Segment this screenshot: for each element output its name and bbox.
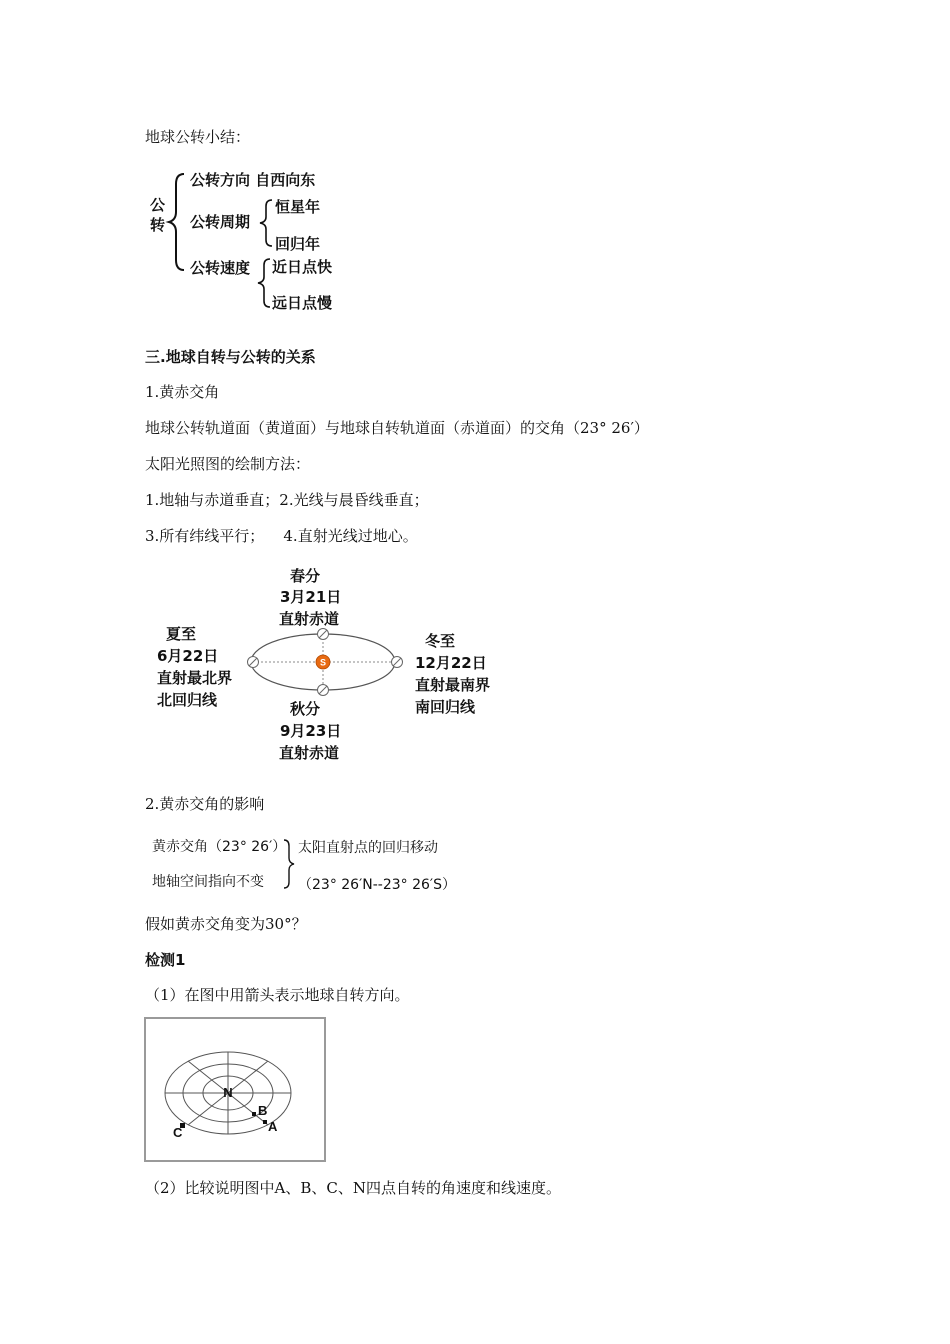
- point-c-label: C: [173, 1125, 183, 1140]
- summary-period-brace: [258, 198, 274, 248]
- section3-method-title: 太阳光照图的绘制方法：: [145, 455, 311, 473]
- section3-definition: 地球公转轨道面（黄道面）与地球自转轨道面（赤道面）的交角（23° 26′）: [145, 419, 649, 437]
- orbit-spring-1: 春分: [290, 567, 321, 585]
- summary-intro: 地球公转小结：: [145, 128, 251, 146]
- influence-left-1: 黄赤交角（23° 26′）: [152, 839, 287, 855]
- point-a-label: A: [268, 1119, 278, 1134]
- orbit-winter-1: 冬至: [425, 632, 456, 650]
- summary-direction-value: 自西向东: [255, 171, 316, 189]
- orbit-summer-4: 北回归线: [157, 691, 218, 709]
- earth-summer-icon: [248, 657, 259, 668]
- summary-direction: [190, 170, 315, 190]
- test-question-2: （2）比较说明图中A、B、C、N四点自转的角速度和线速度。: [145, 1179, 562, 1197]
- orbit-autumn-2: 9月23日: [280, 722, 342, 740]
- test-question-1: （1）在图中用箭头表示地球自转方向。: [145, 986, 410, 1004]
- orbit-spring-3: 直射赤道: [279, 610, 340, 628]
- summary-speed-item-1: 近日点快: [272, 258, 333, 276]
- point-b-label: B: [258, 1103, 268, 1118]
- summary-period-label: 公转周期: [190, 213, 251, 231]
- summary-period-item-1: 恒星年: [275, 198, 321, 216]
- point-b-marker: [252, 1112, 256, 1116]
- summary-period-item-2: 回归年: [275, 235, 321, 253]
- summary-speed-item-2: 远日点慢: [272, 294, 333, 312]
- point-n-label: N: [223, 1085, 233, 1100]
- summary-speed-brace: [256, 257, 272, 309]
- orbit-winter-4: 南回归线: [415, 698, 476, 716]
- orbit-autumn-3: 直射赤道: [279, 744, 340, 762]
- influence-question: 假如黄赤交角变为30°？: [145, 915, 307, 933]
- section3-title: 三.地球自转与公转的关系: [145, 348, 316, 366]
- influence-right-2: （23° 26′N--23° 26′S）: [298, 877, 456, 893]
- influence-brace: [282, 838, 296, 890]
- summary-main-brace: [166, 172, 186, 272]
- section3-sub1: 1.黄赤交角: [145, 383, 220, 401]
- summary-root-label: 公转: [150, 196, 166, 234]
- section3-method-line1: 1.地轴与赤道垂直；2.光线与晨昏线垂直；: [145, 491, 429, 509]
- earth-autumn-icon: [318, 685, 329, 696]
- summary-speed-label: 公转速度: [190, 259, 251, 277]
- influence-title: 2.黄赤交角的影响: [145, 795, 265, 813]
- influence-left-2: 地轴空间指向不变: [152, 874, 264, 890]
- earth-winter-icon: [392, 657, 403, 668]
- orbit-diagram: [240, 618, 420, 708]
- orbit-winter-3: 直射最南界: [415, 676, 491, 694]
- section3-method-line2: 3.所有纬线平行； 4.直射光线过地心。: [145, 527, 418, 545]
- orbit-summer-1: 夏至: [166, 625, 197, 643]
- influence-right-1: 太阳直射点的回归移动: [298, 840, 438, 856]
- polar-diagram: [146, 1019, 324, 1160]
- earth-spring-icon: [318, 629, 329, 640]
- orbit-autumn-1: 秋分: [290, 700, 321, 718]
- orbit-spring-2: 3月21日: [280, 588, 342, 606]
- summary-direction-label: 公转方向: [190, 171, 251, 189]
- sun-label: S: [319, 657, 327, 668]
- orbit-summer-3: 直射最北界: [157, 669, 233, 687]
- orbit-summer-2: 6月22日: [157, 647, 219, 665]
- test-title: 检测1: [145, 951, 186, 969]
- orbit-winter-2: 12月22日: [415, 654, 487, 672]
- point-a-marker: [263, 1120, 267, 1124]
